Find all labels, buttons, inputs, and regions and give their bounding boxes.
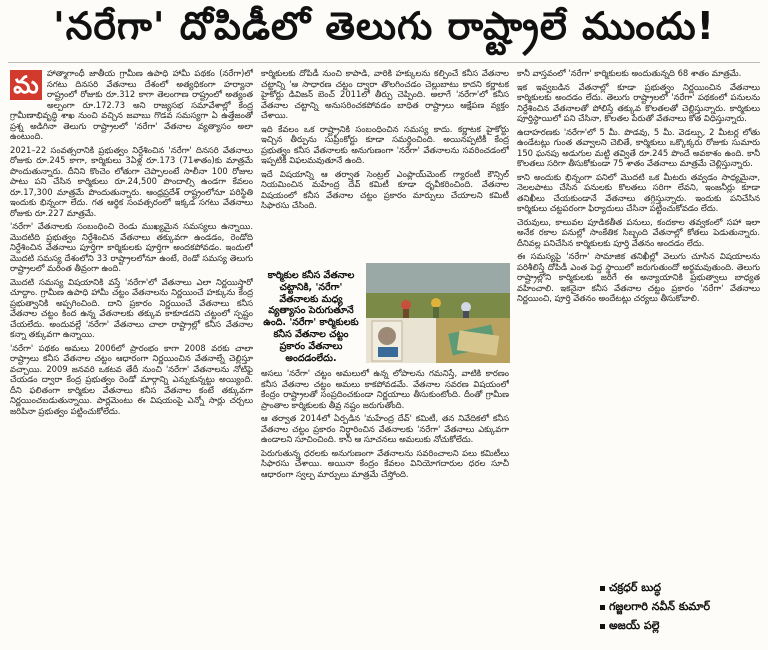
paragraph: ఇక ఇవ్వబడిన వేతనాల్లో కూడా ప్రభుత్వం నిర్ణయించిన వేతనాలు కార్మికులకు అందడం లేదు. తెలుగు రాష్ట్రాలలో 'నరేగా' పథకంలో పనులను నిర్దేశించిన వేతనాలతో పోలిస్తే తక్కువ కొలతలతో చెల్లిస్తున్నారు. కార్మికులు పూర్తిస్థాయిలో పని చేసినా, కొలతల పేరుతో వేతనాలు కోత విధిస్తున్నారు. <box>517 81 760 123</box>
dropcap: మ <box>10 70 42 100</box>
paragraph: అసలు 'నరేగా' చట్టం అమలులో ఉన్న లోపాలను గమనిస్తే, వాటికి కారణం కనీస వేతనాల చట్టం అమలు కాకపోవడమే. వేతనాల సవరణ విషయంలో కేంద్రం రాష్ట్రాలతో సంప్రదించకుండా నిర్ణయాలు తీసుకుంటోంది. దీంతో గ్రామీణ ప్రాంతాల కార్మికులకు తీవ్ర నష్టం జరుగుతోంది. <box>261 368 509 410</box>
paragraph: ఇది కేవలం ఒక రాష్ట్రానికి సంబంధించిన సమస్య కాదు. కర్ణాటక హైకోర్టు ఇచ్చిన తీర్పును సుప్రీంకోర్టు కూడా సమర్థించింది. అయినప్పటికీ కేంద్ర ప్రభుత్వం కనీస వేతనాలకు అనుగుణంగా 'నరేగా' వేతనాలను సవరించడంలో ఇప్పటికీ విఫలమవుతూనే ఉంది. <box>261 123 509 165</box>
article-photo <box>366 263 510 363</box>
bullet-icon <box>600 586 605 591</box>
paragraph: కానీ వాస్తవంలో 'నరేగా' కార్మికులకు అందుతున్నది 68 శాతం మాత్రమే. <box>517 68 742 78</box>
paragraph: 2021–22 సంవత్సరానికి ప్రభుత్వం నిర్దేశించిన 'నరేగా' దినసరి వేతనాలు రోజుకు రూ.245 కాగా, కార్మికులు 3ఏళ్ల రూ.173 (71శాతం)కు మాత్రమే పొందుతున్నారు. దీనిని కొంచెం లోతుగా చెప్పాలంటే సాలీనా 100 రోజుల పాటు పని చేసిన కార్మికులు రూ.24,500 పొందాల్సి ఉండగా కేవలం రూ.17,300 మాత్రమే పొందుతున్నారు. ఆంధ్రప్రదేశ్ రాష్ట్రంలోనూ పరిస్థితి ఇందుకు భిన్నంగా లేదు. గత ఆర్థిక సంవత్సరంలో ఇక్కడ సగటు వేతనాలు రోజుకు రూ.227 మాత్రమే. <box>10 144 253 218</box>
bullet-icon <box>600 624 605 629</box>
paragraph: హాత్మాగాంధీ జాతీయ గ్రామీణ ఉపాధి హామీ పథకం (నరేగా)లో సగటు దినసరి వేతనాలు దేశంలో అత్యధికంగా హర్యానా రాష్ట్రంలో రోజుకు రూ.312 కాగా తెలంగాణ రాష్ట్రంలో అత్యంత అల్పంగా రూ.172.73 అని రాజ్యసభ సమావేశాల్లో కేంద్ర గ్రామీణాభివృద్ధి శాఖ నుంచి వచ్చిన జవాబు గొడవ సమస్యగా ఏ ఉత్తేజంతో ప్రశ్న అడిగినా తెలుగు రాష్ట్రాలలో 'నరేగా' వేతనాల వ్యత్యాసం అలా ఉంటుంది. <box>10 68 253 141</box>
paragraph: 'నరేగా' వేతనాలకు సంబంధించి రెండు ముఖ్యమైన సమస్యలు ఉన్నాయి. మొదటిది ప్రభుత్వం నిర్దేశించిన వేతనాలు తక్కువగా ఉండడం, రెండోది నిర్దేశించిన వేతనాలు పూర్తిగా కార్మికులకు పూర్తిగా అందకపోవడం. ఇందులో మొదటి సమస్య దేశంలోని 33 రాష్ట్రాలలోనూ ఉంటే, రెండో సమస్య తెలుగు రాష్ట్రాలలో మరింత తీవ్రంగా ఉంది. <box>10 221 253 273</box>
byline: చక్రధర్ బుద్ధ <box>600 581 661 597</box>
column-2 <box>261 68 509 260</box>
paragraph: మొదటి సమస్య విషయానికి వస్తే 'నరేగా'లో వేతనాలు ఎలా నిర్ణయిస్తారో చూద్దాం. గ్రామీణ ఉపాధి హామీ చట్టం వేతనాలను నిర్ణయించే హక్కును కేంద్ర ప్రభుత్వానికి అప్పగించింది. దాని ప్రకారం నిర్ణయించే వేతనాలు కనీస వేతనాల చట్టం కింద ఉన్న వేతనాలకు తక్కువ కాకూడదని చట్టంలో స్పష్టం చేయలేదు. అందువల్లే 'నరేగా' వేతనాలు చాలా రాష్ట్రాల్లో కనీస వేతనాల కన్నా తక్కువగా ఉన్నాయి. <box>10 276 253 339</box>
paragraph: ఈ సమస్యపై 'నరేగా' సామాజిక తనిఖీల్లో వెలుగు చూసిన విషయాలను పరిశీలిస్తే దోపిడీ ఎంత పెద్ద స్థాయిలో జరుగుతుందో అర్థమవుతుంది. తెలుగు రాష్ట్రాల్లోని కార్మికులకు జరిగే ఈ అన్యాయానికి ప్రభుత్వాలు బాధ్యత వహించాలి. ఇకనైనా కనీస వేతనాల చట్టం ప్రకారం 'నరేగా' వేతనాలు నిర్ణయించి, పూర్తి వేతనం అందేటట్లు చర్యలు తీసుకోవాలి. <box>517 251 760 303</box>
bullet-icon <box>600 605 605 610</box>
paragraph: 'నరేగా' పథకం అమలు 2006లో ప్రారంభం కాగా 2008 వరకు చాలా రాష్ట్రాలు కనీస వేతనాల చట్టం ఆధారంగా నిర్ణయించిన వేతనాల్నే చెల్లిస్తూ వచ్చాయి. 2009 జనవరి ఒకటవ తేదీ నుంచి 'నరేగా' వేతనాలను నోటిఫై చేయడం ద్వారా కేంద్ర ప్రభుత్వం రెండో మార్గాన్ని ఎన్నుకున్నట్టు అయ్యింది. దీని ఫలితంగా కార్మికుల వేతనాలు కనీస వేతనాల కంటే తక్కువగా నిర్ణయించబడుతున్నాయి. పార్లమెంటు ఈ విషయంపై ఎన్నో సార్లు చర్చలు జరిపినా ప్రభుత్వం పట్టించుకోలేదు. <box>10 342 253 416</box>
paragraph: ఇదే విషయాన్ని ఆ తర్వాత సెంట్రల్ ఎంప్లాయ్‌మెంట్ గ్యారంటీ కౌన్సిల్ నియమించిన మహేంద్ర దేవ్ కమిటీ కూడా ధృవీకరించింది. వేతనాల విషయంలో కనీస వేతనాల చట్టం ప్రకారం మార్పులు చేయాలని కమిటీ సిఫారసు చేసింది. <box>261 168 509 210</box>
headline-rule <box>8 62 760 63</box>
column-3 <box>517 68 760 573</box>
paragraph: కార్మికులకు దోపిడీ నుంచి కాపాడి, వారికి హక్కులను కల్పించే కనీస వేతనాల చట్టాన్ని 'ఆ సాధారణ చట్టం ద్వారా తొలగించడం చెల్లుబాటు కాదని కర్ణాటక హైకోర్టు డివిజన్ బెంచ్ 2011లో తీర్పు చెప్పింది. అలాగే 'నరేగా'లో కనీస వేతనాల చట్టాన్ని అనుసరించకపోవడం బాధిత రాష్ట్రాలు ఆక్షేపణ వ్యక్తం చేశాయి. <box>261 68 509 120</box>
paragraph: పెరుగుతున్న ధరలకు అనుగుణంగా వేతనాలను సవరించాలని పలు కమిటీలు సిఫారసు చేశాయి. అయినా కేంద్రం కేవలం వినియోగదారుల ధరల సూచీ ఆధారంగా స్వల్ప మార్పులు మాత్రమే చేస్తోంది. <box>261 447 509 479</box>
column-1 <box>10 68 253 646</box>
byline: గజ్జలగారి నవీన్ కుమార్ <box>600 600 710 616</box>
paragraph: చెరువులు, కాలువల పూడికతీత పనులు, కందకాల తవ్వకంలో సహా ఇలా అనేక రకాల పనుల్లో సాంకేతిక సిబ్బంది వేతనాల్లో కోతలు పెడుతున్నారు. దీనివల్ల పనిచేసిన కార్మికులకు పూర్తి వేతనం అందడం లేదు. <box>517 216 760 248</box>
paragraph: ఆ తర్వాత 2014లో ఏర్పడిన 'మహేంద్ర దేవ్' కమిటీ, తన నివేదికలో కనీస వేతనాల చట్టం ప్రకారం నిర్ధారించిన వేతనాలకు 'నరేగా' వేతనాలు ఎక్కువగా ఉండాలని సూచించింది. కానీ ఆ సూచనలు అమలుకు నోచుకోలేదు. <box>261 413 509 444</box>
byline: అజయ్ పల్లె <box>600 619 659 635</box>
pull-quote: కార్మికుల కనీస వేతనాల చట్టానికి, 'నరేగా' వేతనాలకు మధ్య వ్యత్యాసం పెరుగుతూనే ఉంది. 'నరేగా' కార్మికులకు కనీస వేతనాల చట్టం ప్రకారం వేతనాలు అందడంలేదు. <box>263 270 359 364</box>
column-2-lower <box>261 368 509 646</box>
paragraph: ఉదాహరణకు 'నరేగా'లో 5 మీ. పొడవు, 5 మీ. వెడల్పు, 2 మీటర్ల లోతు ఉండేటట్లు గుంత తవ్వాలని చెబితే, కార్మికులు ఒక్కొక్కరు రోజుకు సుమారు 150 ఘనపు అడుగుల మట్టి తవ్వితే రూ.245 పొందే అవకాశం ఉంది. కానీ కొలతలు సరిగా తీసుకోకుండా 75 శాతం వేతనాలు మాత్రమే చెల్లిస్తున్నారు. <box>517 126 760 168</box>
headline: 'నరేగా' దోపిడీలో తెలుగు రాష్ట్రాలే ముందు! <box>53 4 715 48</box>
paragraph: కాని అందుకు భిన్నంగా పనిలో మొదటి ఒక మీటరు తవ్వడం సాధ్యమైనా, నెలలపాటు చేసిన పనులకు కొలతలు సరిగా లేవని, ఇంజనీర్లు కూడా తనిఖీలు చేయకుండానే వేతనాలు తగ్గిస్తున్నారు. ఇందుకు పనిచేసిన కార్మికులు చట్టపరంగా ఫిర్యాదులు చేసినా పట్టించుకోవడం లేదు. <box>517 171 760 213</box>
